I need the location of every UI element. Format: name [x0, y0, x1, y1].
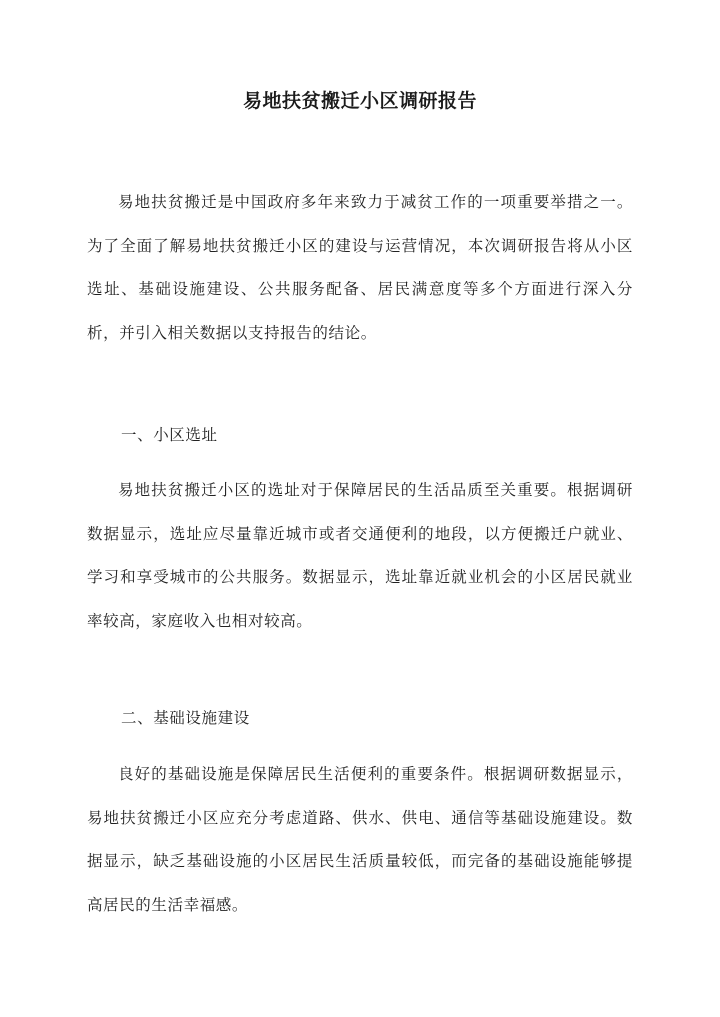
section-body-infrastructure: 良好的基础设施是保障居民生活便利的重要条件。根据调研数据显示，易地扶贫搬迁小区应充分考虑道路、供水、供电、通信等基础设施建设。数据显示，缺乏基础设施的小区居民生活质量较低，而完备的基础设施能够提高居民的生活幸福感。: [87, 765, 633, 914]
section-body-site-selection: 易地扶贫搬迁小区的选址对于保障居民的生活品质至关重要。根据调研数据显示，选址应尽量靠近城市或者交通便利的地段，以方便搬迁户就业、学习和享受城市的公共服务。数据显示，选址靠近就业机会的小区居民就业率较高，家庭收入也相对较高。: [87, 481, 633, 630]
section-heading-infrastructure: 二、基础设施建设: [121, 709, 250, 727]
section-heading-site-selection: 一、小区选址: [121, 426, 218, 444]
intro-paragraph: 易地扶贫搬迁是中国政府多年来致力于减贫工作的一项重要举措之一。为了全面了解易地扶贫搬迁小区的建设与运营情况，本次调研报告将从小区选址、基础设施建设、公共服务配备、居民满意度等多个方面进行深入分析，并引入相关数据以支持报告的结论。: [87, 193, 633, 342]
report-title: 易地扶贫搬迁小区调研报告: [242, 90, 477, 112]
